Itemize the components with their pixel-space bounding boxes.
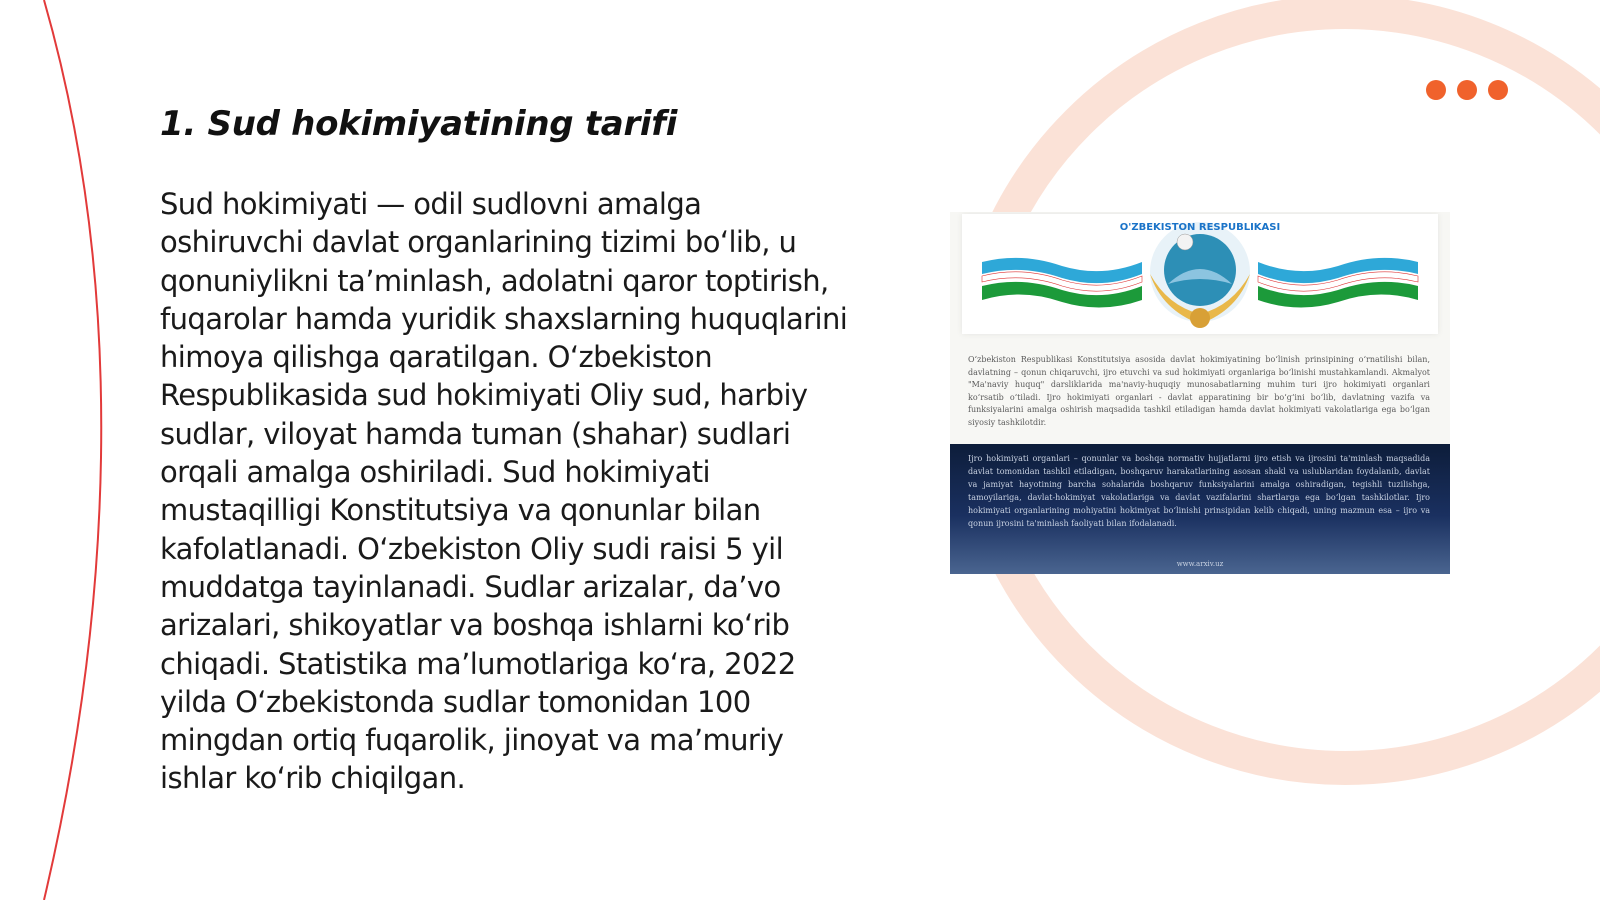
slide-title: 1. Sud hokimiyatining tarifi	[160, 104, 678, 144]
dots-decoration	[1426, 80, 1508, 100]
flag-emblem-icon	[962, 214, 1438, 334]
dot-icon	[1426, 80, 1446, 100]
emblem-banner	[962, 214, 1438, 334]
slide-body-text: Sud hokimiyati — odil sudlovni amalga oshiruvchi davlat organlarining tizimi bo‘lib, u qonuniylikni ta’minlash, adolatni qaror toptirish, fuqarolar hamda yuridik shaxslarning huquqlarini himoya qilishga qaratilgan. O‘zbekiston Respublikasida sud hokimiyati Oliy sud, harbiy sudlar, viloyat hamda tuman (shahar) sudlari orqali amalga oshiriladi. Sud hokimiyati mustaqilligi Konstitutsiya va qonunlar bilan kafolatlanadi. O‘zbekiston Oliy sudi raisi 5 yil muddatga tayinlanadi. Sudlar arizalar, da’vo arizalari, shikoyatlar va boshqa ishlarni ko‘rib chiqadi. Statistika ma’lumotlariga ko‘ra, 2022 yilda O‘zbekistonda sudlar tomonidan 100 mingdan ortiq fuqarolik, jinoyat va ma’muriy ishlar ko‘rib chiqilgan.	[160, 187, 848, 796]
textbook-paragraph-dark: Ijro hokimiyati organlari – qonunlar va boshqa normativ hujjatlarni ijro etish va ijrosini ta'minlash maqsadida davlat tomonidan tashkil etiladigan, boshqaruv harakatlarining asosan shakl va uslublaridan foydalanib, davlat va jamiyat hayotining barcha sohalarida boshqaruv funksiyalarini amalga oshiradigan, tegishli tuzilishga, tamoyilariga, davlat-hokimiyat vakolatlariga va davlat vazifalarini shartlarga ega bo‘lgan tashkilotlar. Ijro hokimiyati organlarining mohiyatini hokimiyat bo‘linishi prinsipidan kelib chiqadi, uning mazmun esa – ijro va qonun ijrosini ta'minlash faoliyati bilan ifodalanadi.	[968, 454, 1430, 528]
banner-text: O'ZBEKISTON RESPUBLIKASI	[1119, 222, 1281, 233]
textbook-site-label: www.arxiv.uz	[1176, 560, 1224, 568]
dot-icon	[1488, 80, 1508, 100]
textbook-page-image	[950, 212, 1450, 574]
dot-icon	[1457, 80, 1477, 100]
textbook-paragraph-light: O‘zbekiston Respublikasi Konstitutsiya asosida davlat hokimiyatining bo‘linish prinsipining o‘rnatilishi bilan, davlatning – qonun chiqaruvchi, ijro etuvchi va sud hokimiyati organlariga bo‘linishi mustahkamlandi. Akmalyot "Ma'naviy huquq" darsliklarida ma'naviy-huquqiy munosabatlarning muhim turi ijro hokimiyati organlari ko‘rsatib o‘tiladi. Ijro hokimiyati organlari - davlat apparatining bir bo‘g‘ini bo‘lib, davlatning vazifa va funksiyalarini amalga oshirish maqsadida tashkil etiladigan hamda davlat hokimiyati vakolatlariga ega bo‘lgan siyosiy tashkilotdir.	[968, 355, 1430, 427]
